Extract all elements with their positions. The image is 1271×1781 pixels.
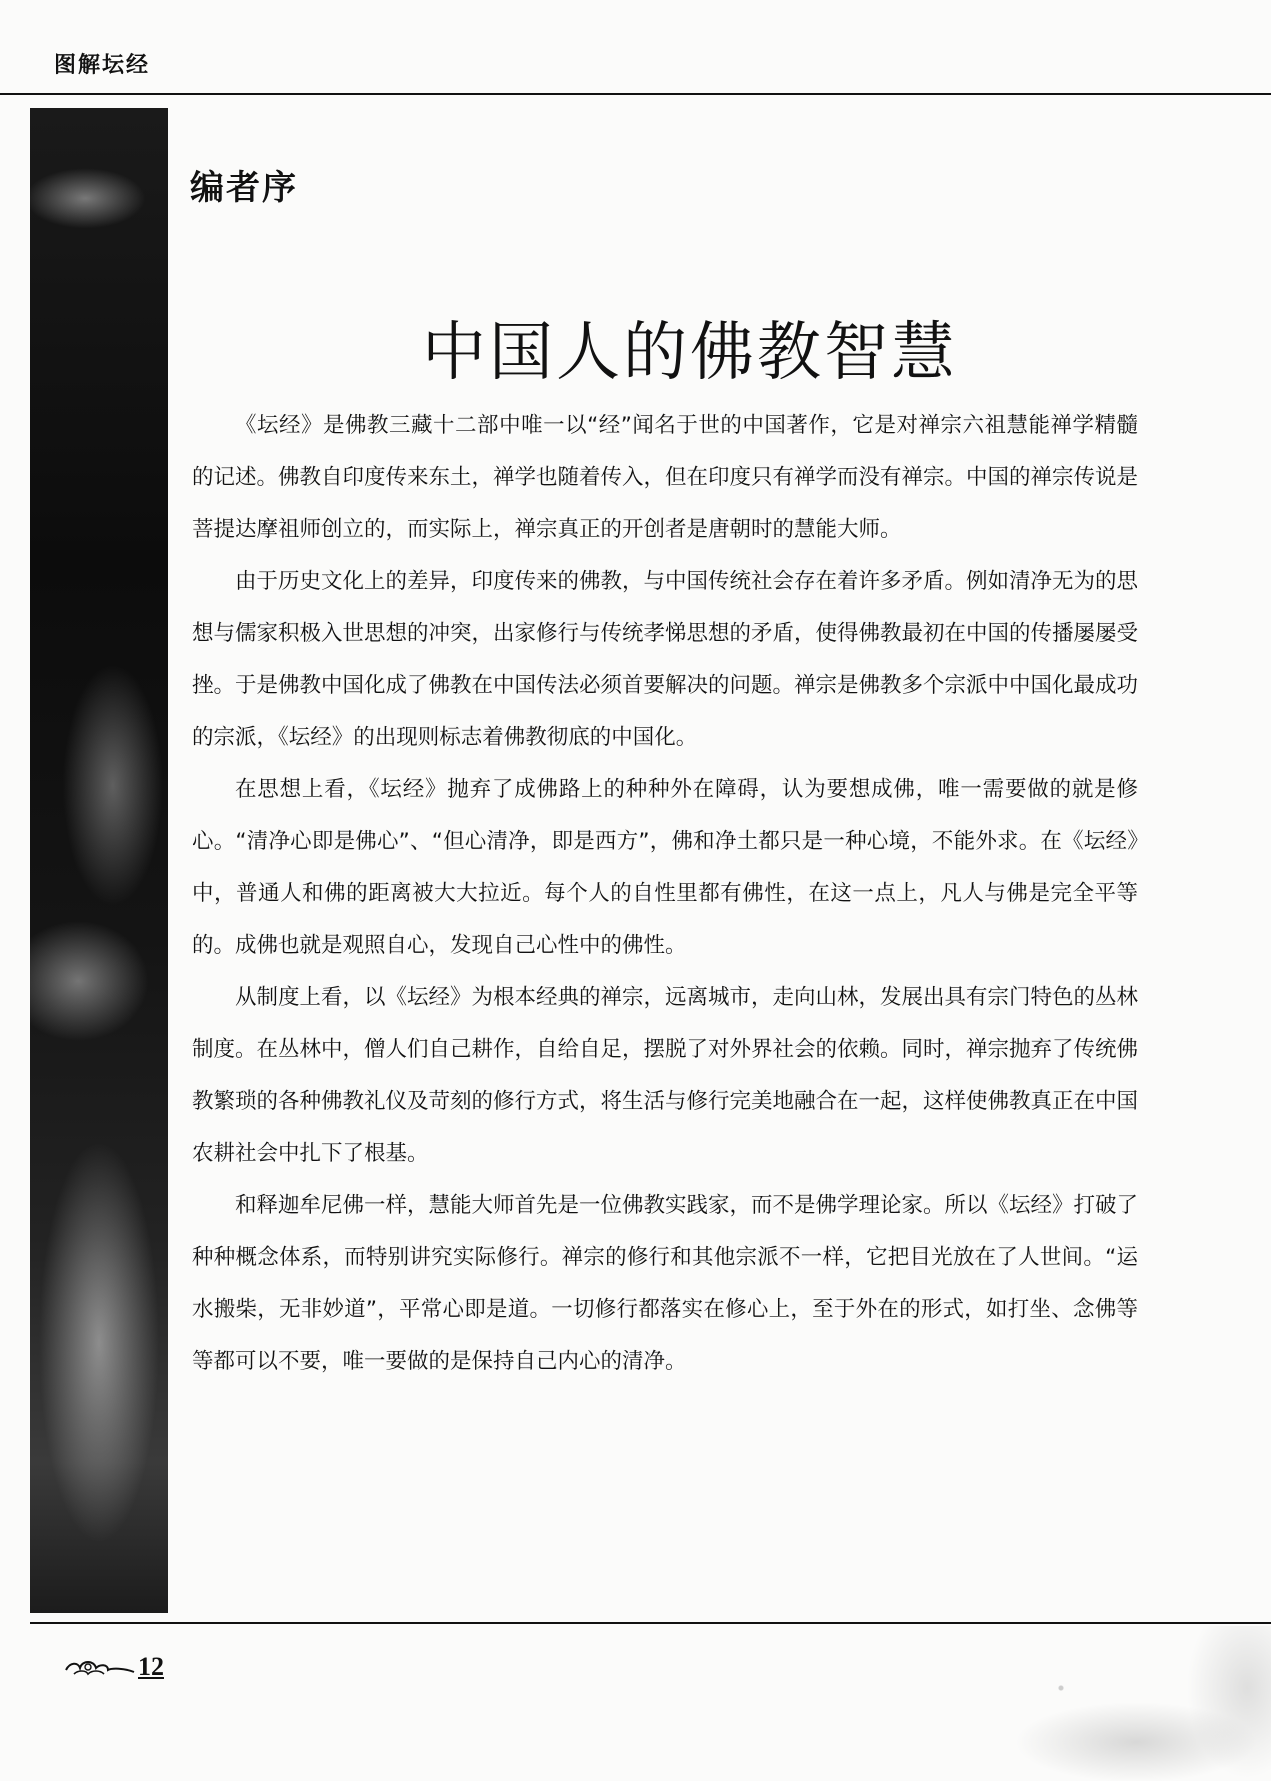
paragraph: 由于历史文化上的差异，印度传来的佛教，与中国传统社会存在着许多矛盾。例如清净无为的思想与儒家积极入世思想的冲突，出家修行与传统孝悌思想的矛盾，使得佛教最初在中国的传播屡屡受挫。于是佛教中国化成了佛教在中国传法必须首要解决的问题。禅宗是佛教多个宗派中中国化最成功的宗派，《坛经》的出现则标志着佛教彻底的中国化。 — [192, 569, 1139, 750]
article-title: 中国人的佛教智慧 — [422, 315, 958, 390]
paragraph: 在思想上看，《坛经》抛弃了成佛路上的种种外在障碍，认为要想成佛，唯一需要做的就是修心。“清净心即是佛心”、“但心清净，即是西方”，佛和净土都只是一种心境，不能外求。在《坛经》中，普通人和佛的距离被大大拉近。每个人的自性里都有佛性，在这一点上，凡人与佛是完全平等的。成佛也就是观照自心，发现自己心性中的佛性。 — [192, 777, 1138, 958]
page-number: 12 — [138, 1652, 164, 1681]
section-label: 编者序 — [190, 168, 298, 208]
header-rule — [0, 93, 1271, 95]
cloud-ornament-icon — [64, 1656, 136, 1680]
footer-rule — [30, 1622, 1271, 1624]
article-body — [192, 400, 1138, 1388]
running-title: 图解坛经 — [54, 53, 151, 78]
decorative-side-band — [30, 108, 168, 1613]
paragraph: 从制度上看，以《坛经》为根本经典的禅宗，远离城市，走向山林，发展出具有宗门特色的丛林制度。在丛林中，僧人们自己耕作，自给自足，摆脱了对外界社会的依赖。同时，禅宗抛弃了传统佛教繁琐的各种佛教礼仪及苛刻的修行方式，将生活与修行完美地融合在一起，这样使佛教真正在中国农耕社会中扎下了根基。 — [192, 985, 1139, 1166]
paragraph: 《坛经》是佛教三藏十二部中唯一以“经”闻名于世的中国著作，它是对禅宗六祖慧能禅学精髓的记述。佛教自印度传来东土，禅学也随着传入，但在印度只有禅学而没有禅宗。中国的禅宗传说是菩提达摩祖师创立的，而实际上，禅宗真正的开创者是唐朝时的慧能大师。 — [192, 413, 1139, 542]
scan-noise — [971, 1626, 1271, 1781]
paragraph: 和释迦牟尼佛一样，慧能大师首先是一位佛教实践家，而不是佛学理论家。所以《坛经》打破了种种概念体系，而特别讲究实际修行。禅宗的修行和其他宗派不一样，它把目光放在了人世间。“运水搬柴，无非妙道”，平常心即是道。一切修行都落实在修心上，至于外在的形式，如打坐、念佛等等都可以不要，唯一要做的是保持自己内心的清净。 — [192, 1193, 1139, 1374]
